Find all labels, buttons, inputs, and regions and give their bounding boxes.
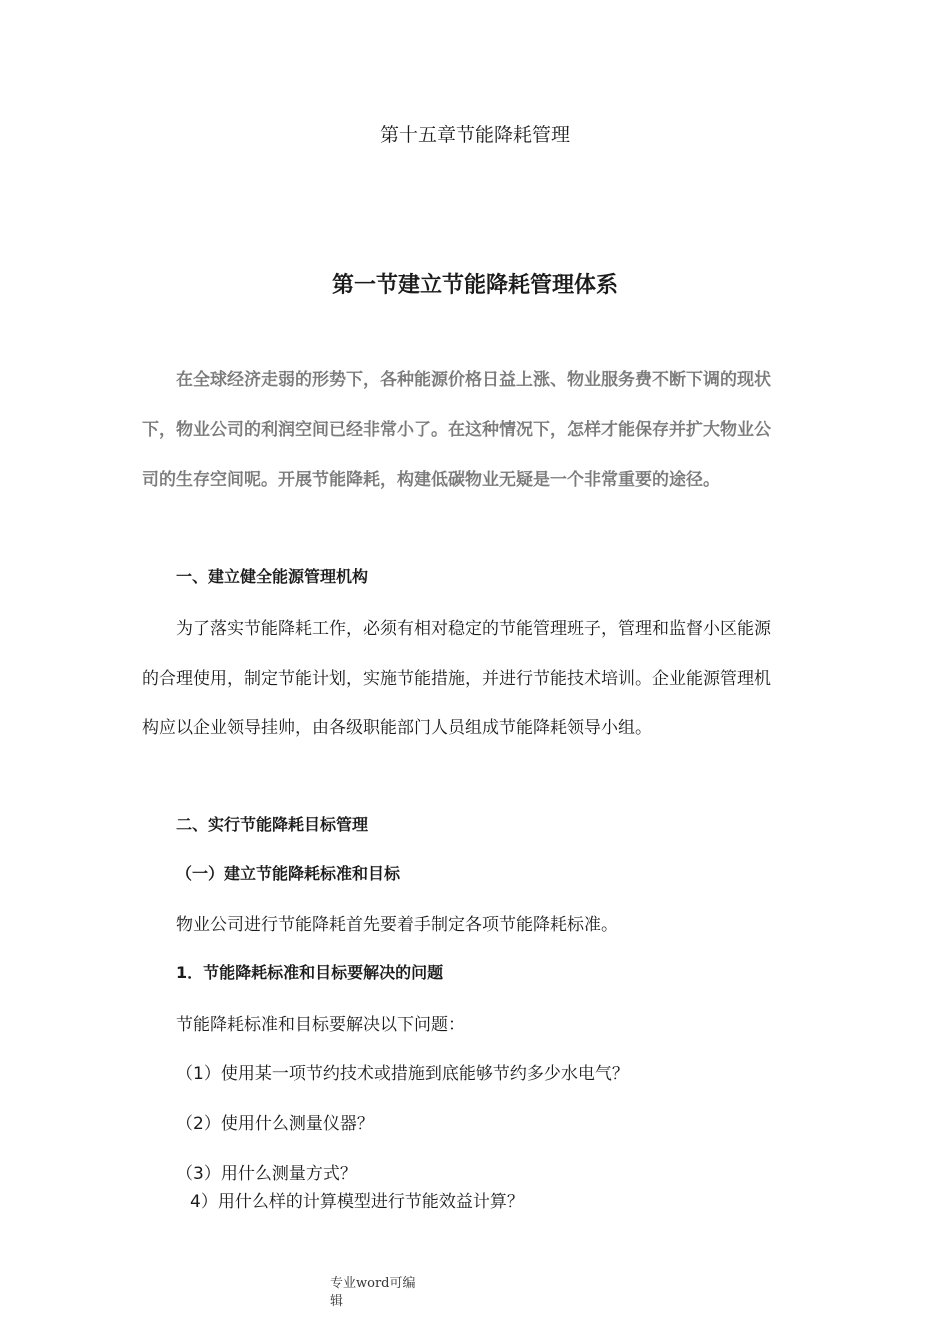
intro-line-1: 在全球经济走弱的形势下，各种能源价格日益上涨、物业服务费不断下调的现状	[176, 370, 771, 390]
question-3: （3）用什么测量方式？	[176, 1164, 357, 1184]
part2-item-heading: 1．节能降耗标准和目标要解决的问题	[176, 963, 444, 982]
part2-text-2: 节能降耗标准和目标要解决以下问题：	[176, 1015, 465, 1035]
intro-line-3: 司的生存空间呢。开展节能降耗，构建低碳物业无疑是一个非常重要的途径。	[142, 470, 720, 490]
part2-text-1: 物业公司进行节能降耗首先要着手制定各项节能降耗标准。	[176, 915, 618, 935]
question-4: 4）用什么样的计算模型进行节能效益计算？	[190, 1192, 524, 1212]
footer-line-1: 专业word可编	[330, 1276, 416, 1291]
part2-heading: 二、实行节能降耗目标管理	[176, 815, 369, 834]
part1-heading: 一、建立健全能源管理机构	[176, 567, 369, 586]
question-1: （1）使用某一项节约技术或措施到底能够节约多少水电气？	[176, 1064, 629, 1084]
part1-line-3: 构应以企业领导挂帅，由各级职能部门人员组成节能降耗领导小组。	[142, 718, 652, 738]
chapter-title: 第十五章节能降耗管理	[379, 124, 570, 146]
footer-line-2: 辑	[330, 1294, 344, 1309]
part1-line-1: 为了落实节能降耗工作，必须有相对稳定的节能管理班子，管理和监督小区能源	[176, 619, 771, 639]
part1-line-2: 的合理使用，制定节能计划，实施节能措施，并进行节能技术培训。企业能源管理机	[142, 669, 771, 689]
part2-subheading: （一）建立节能降耗标准和目标	[176, 864, 401, 883]
section-title: 第一节建立节能降耗管理体系	[331, 273, 618, 298]
question-2: （2）使用什么测量仪器？	[176, 1114, 374, 1134]
intro-line-2: 下，物业公司的利润空间已经非常小了。在这种情况下，怎样才能保存并扩大物业公	[142, 420, 771, 440]
